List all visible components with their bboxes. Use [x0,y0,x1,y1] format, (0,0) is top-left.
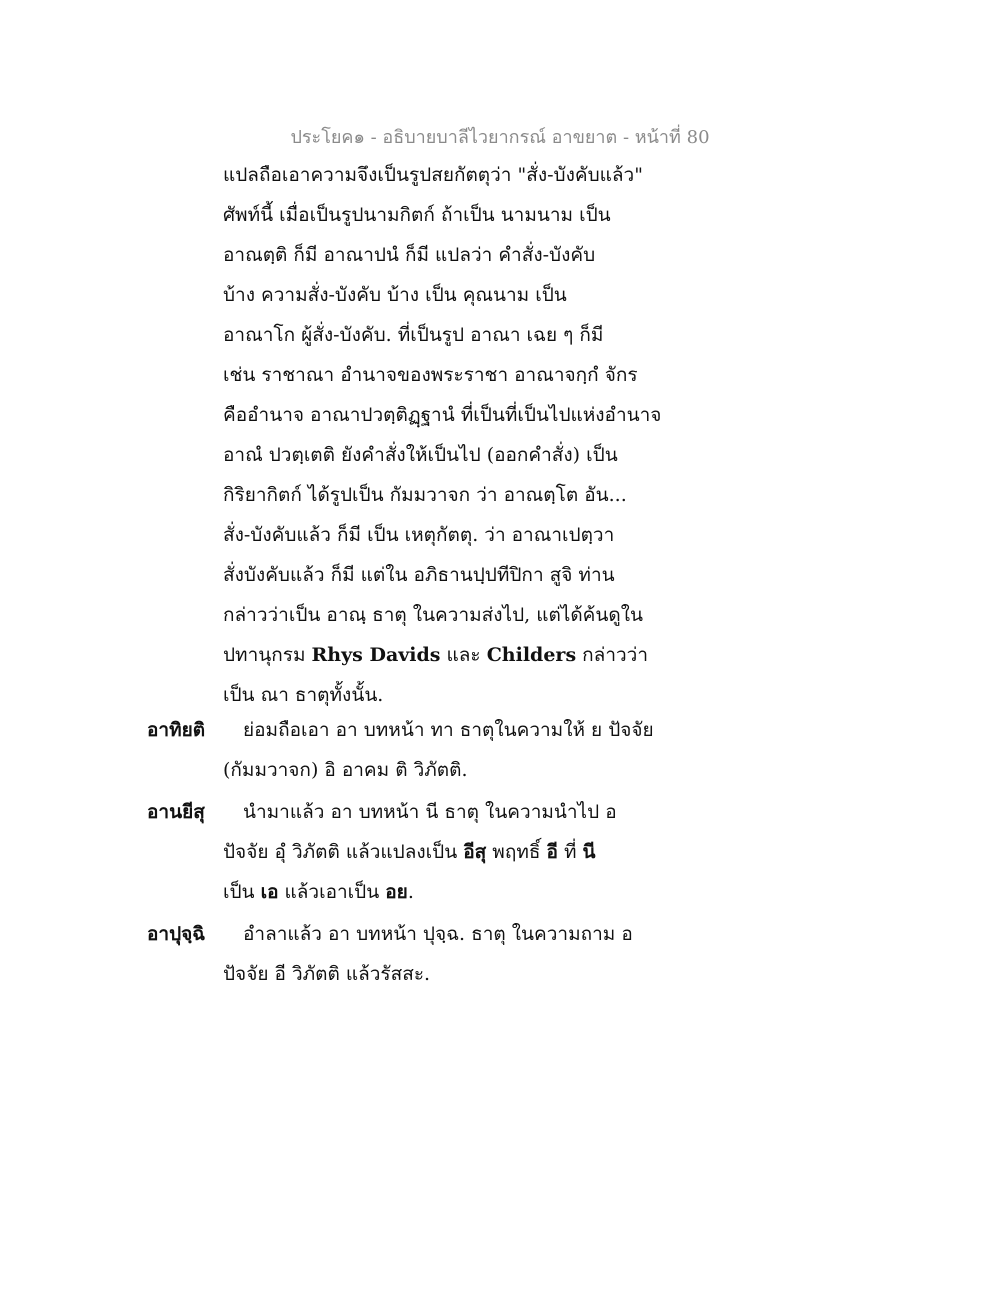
text-line: คืออำนาจ อาณาปวตฺติฏฺฐานํ ที่เป็นที่เป็นไปแห่งอำนาจ [223,404,662,426]
text-segment: พฤทธิ์ [486,841,547,863]
entry-body [223,914,683,994]
text-line: เช่น ราชาณา อำนาจของพระราชา อาณาจกฺกํ จักร [223,364,638,386]
text-segment: ที่ [557,841,583,863]
entry-body [223,710,683,790]
bold-term: อี [546,841,558,863]
text-line [223,832,683,872]
entry-headword: อาปุจฺฉิ [147,923,206,945]
page-header: ประโยค๑ - อธิบายบาลีไวยากรณ์ อาขยาต - หน้าที่ 80 [290,127,710,148]
text-line: กิริยากิตก์ ได้รูปเป็น กัมมวาจก ว่า อาณตฺโต อัน... [223,484,627,506]
text-line: นำมาแล้ว อา บทหน้า นี ธาตุ ในความนำไป อ [243,801,617,823]
reference-rhys-davids: Rhys Davids [311,644,441,666]
text-segment: และ [440,644,487,666]
text-line: อำลาแล้ว อา บทหน้า ปุจฺฉ. ธาตุ ในความถาม อ [243,923,633,945]
entry-body [223,792,683,912]
text-line: ย่อมถือเอา อา บทหน้า ทา ธาตุในความให้ ย ปัจจัย [243,719,654,741]
text-line: ปัจจัย อี วิภัตติ แล้วรัสสะ. [223,963,431,985]
text-line: อาณํ ปวตฺเตติ ยังคำสั่งให้เป็นไป (ออกคำสั่ง) เป็น [223,444,618,466]
text-line: เป็น ณา ธาตุทั้งนั้น. [223,684,384,706]
text-segment: ปัจจัย อุํ วิภัตติ แล้วแปลงเป็น [223,841,464,863]
bold-term: อีสุ [463,841,487,863]
text-segment: แล้วเอาเป็น [278,881,386,903]
text-line: แปลถือเอาความจึงเป็นรูปสยกัตตุว่า "สั่ง-บังคับแล้ว" [223,164,643,186]
text-segment: . [407,881,414,903]
text-segment: ปทานุกรม [223,644,312,666]
entry-headword: อาทิยติ [147,719,206,741]
text-line-with-references [223,635,683,675]
text-line: อาณาโก ผู้สั่ง-บังคับ. ที่เป็นรูป อาณา เฉย ๆ ก็มี [223,324,604,346]
text-line: บ้าง ความสั่ง-บังคับ บ้าง เป็น คุณนาม เป็น [223,284,567,306]
text-line: กล่าวว่าเป็น อาณฺ ธาตุ ในความส่งไป, แต่ได้ค้นดูใน [223,604,643,626]
bold-term: นี [582,841,596,863]
reference-childers: Childers [486,644,577,666]
text-line: ศัพท์นี้ เมื่อเป็นรูปนามกิตก์ ถ้าเป็น นามนาม เป็น [223,204,611,226]
text-line [223,872,683,912]
text-line: อาณตฺติ ก็มี อาณาปนํ ก็มี แปลว่า คำสั่ง-บังคับ [223,244,596,266]
text-line: (กัมมวาจก) อิ อาคม ติ วิภัตติ. [223,759,468,781]
text-segment: เป็น [223,881,261,903]
text-segment: กล่าวว่า [576,644,649,666]
bold-term: อย [385,881,408,903]
text-line: สั่ง-บังคับแล้ว ก็มี เป็น เหตุกัตตุ. ว่า อาณาเปตฺวา [223,524,615,546]
text-line: สั่งบังคับแล้ว ก็มี แต่ใน อภิธานปฺปทีปิกา สูจิ ท่าน [223,564,615,586]
continuation-paragraph [223,155,683,715]
entry-headword: อานยีสุ [147,801,205,823]
bold-term: เอ [260,881,279,903]
